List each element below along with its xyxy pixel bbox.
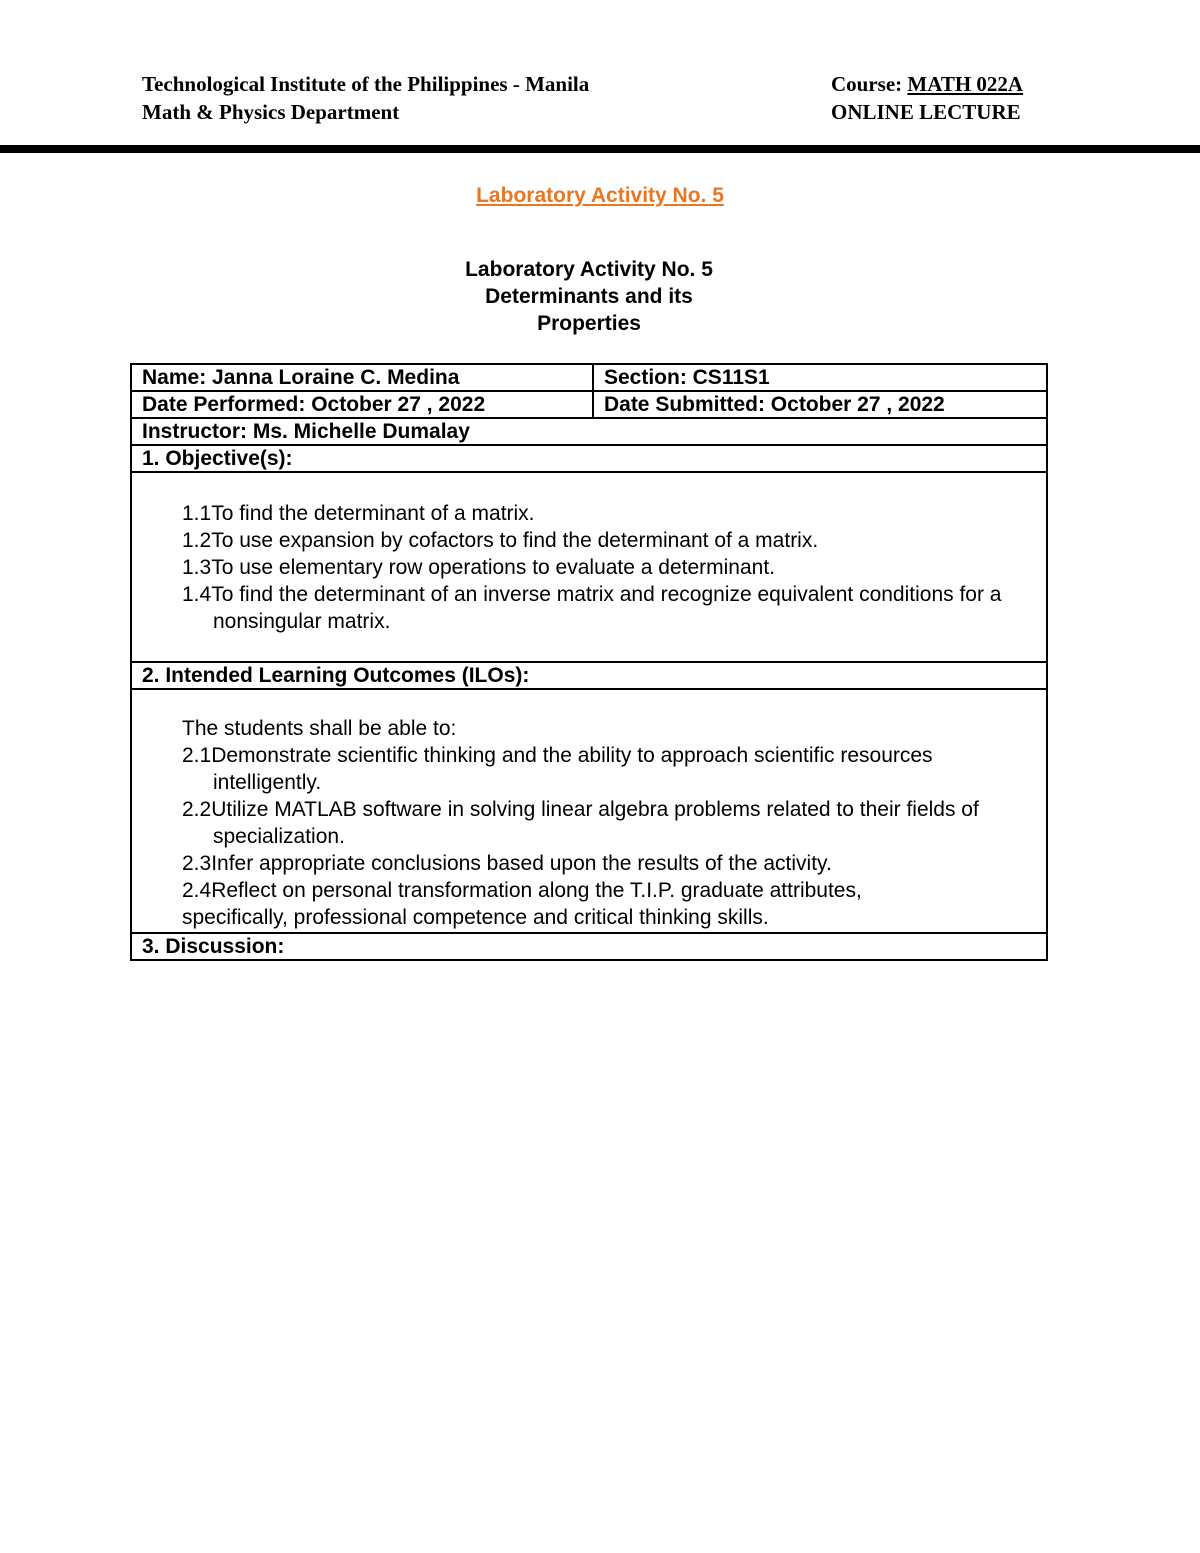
- subtitle-line-2: Determinants and its: [485, 285, 693, 308]
- objectives-list: [142, 473, 1036, 661]
- document-title: Laboratory Activity No. 5: [476, 184, 724, 207]
- course-label: Course:: [831, 72, 908, 96]
- discussion-heading: 3. Discussion:: [131, 933, 1047, 960]
- header-divider: [0, 145, 1200, 153]
- institution-name: Technological Institute of the Philippines - Manila: [142, 72, 590, 96]
- ilo-item-4-line-1: 2.4Reflect on personal transformation along the T.I.P. graduate attributes,: [182, 879, 862, 902]
- department-name: Math & Physics Department: [142, 100, 400, 124]
- objectives-body: [131, 472, 1047, 662]
- ilo-item: 2.2Utilize MATLAB software in solving linear algebra problems related to their fields of specialization.: [182, 798, 979, 848]
- objective-item: 1.2To use expansion by cofactors to find the determinant of a matrix.: [182, 529, 819, 552]
- table-row: [131, 391, 1047, 418]
- name-cell: Name: Janna Loraine C. Medina: [131, 364, 593, 391]
- ilos-body: [131, 689, 1047, 933]
- subtitle-line-3: Properties: [537, 312, 641, 335]
- date-performed-cell: Date Performed: October 27 , 2022: [131, 391, 593, 418]
- table-row: [131, 364, 1047, 391]
- ilos-list: [142, 690, 1036, 932]
- activity-subtitle: [0, 256, 1178, 337]
- table-row: [131, 445, 1047, 472]
- section-cell: Section: CS11S1: [593, 364, 1047, 391]
- objective-item: 1.1To find the determinant of a matrix.: [182, 502, 535, 525]
- table-row: [131, 933, 1047, 960]
- header-right: [831, 70, 1023, 126]
- ilo-item: 2.3Infer appropriate conclusions based upon the results of the activity.: [182, 852, 832, 875]
- objective-item: 1.4To find the determinant of an inverse matrix and recognize equivalent conditions for a nonsingular matrix.: [182, 583, 1002, 633]
- table-row: [131, 472, 1047, 662]
- objective-item: 1.3To use elementary row operations to evaluate a determinant.: [182, 556, 776, 579]
- course-code: MATH 022A: [907, 72, 1024, 96]
- date-submitted-cell: Date Submitted: October 27 , 2022: [593, 391, 1047, 418]
- lecture-mode: ONLINE LECTURE: [831, 100, 1021, 124]
- table-row: [131, 689, 1047, 933]
- ilos-heading: 2. Intended Learning Outcomes (ILOs):: [131, 662, 1047, 689]
- subtitle-line-1: Laboratory Activity No. 5: [465, 258, 713, 281]
- course-line: [831, 70, 1023, 98]
- header-left: [142, 70, 589, 126]
- instructor-cell: Instructor: Ms. Michelle Dumalay: [131, 418, 1047, 445]
- activity-form-table: [130, 363, 1048, 961]
- ilo-item: 2.1Demonstrate scientific thinking and the ability to approach scientific resources intelligently.: [182, 744, 933, 794]
- table-row: [131, 418, 1047, 445]
- objectives-heading: 1. Objective(s):: [131, 445, 1047, 472]
- table-row: [131, 662, 1047, 689]
- ilos-intro: The students shall be able to:: [182, 717, 457, 740]
- ilo-item-4-line-2: specifically, professional competence and critical thinking skills.: [182, 906, 769, 929]
